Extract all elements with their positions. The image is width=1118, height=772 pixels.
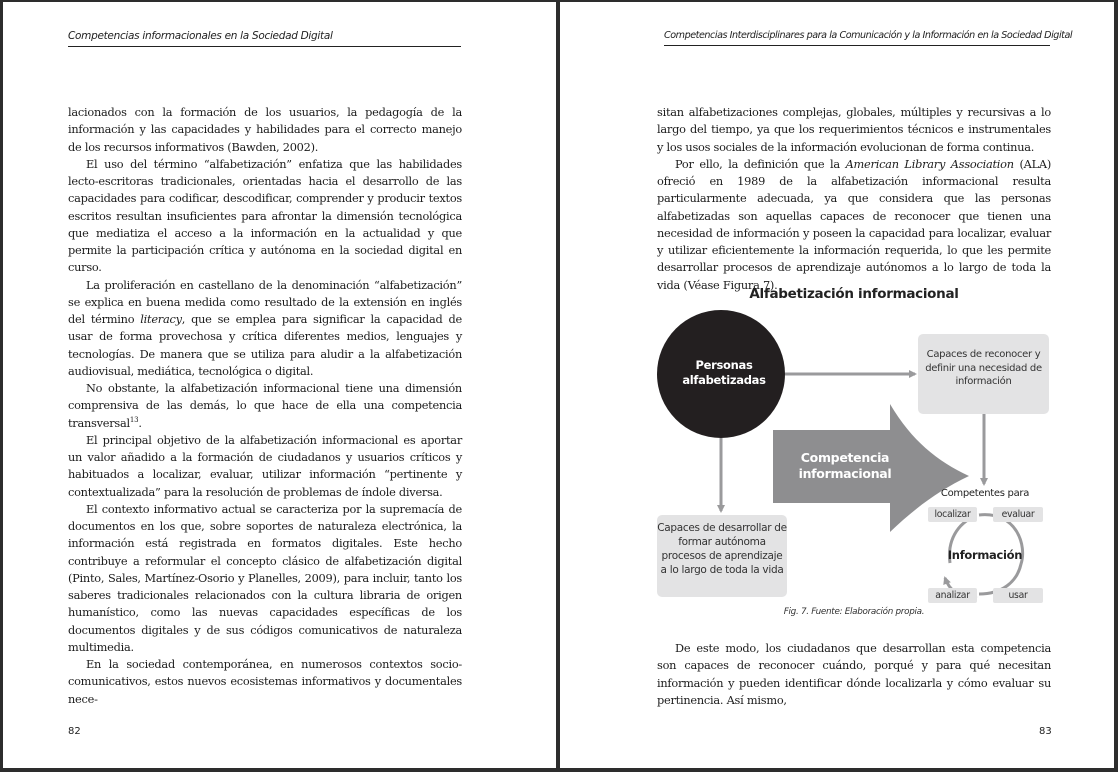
footnote-ref[interactable]: 13	[129, 415, 139, 424]
paragraph: sitan alfabetizaciones complejas, globales, múltiples y recursivas a lo largo del tiempo, ya que los requerimientos técnicos e instrumentales y los usos sociales de la información evolucionan de forma continua.	[657, 105, 1051, 154]
italic-term: literacy	[140, 312, 182, 326]
box-aprendizaje	[657, 515, 787, 597]
page-number: 83	[1039, 726, 1052, 737]
cycle-item-evaluar: evaluar	[993, 507, 1043, 522]
paragraph	[68, 277, 462, 381]
body-text	[657, 640, 1051, 709]
paragraph: El contexto informativo actual se caracteriza por la supremacía de documentos en los que, sobre soportes de naturaleza electrónica, la información está registrada en formatos digitales. Este hecho contribuye a reformular el concepto clásico de alfabetización digital (Pinto, Sales, Martínez-Osorio y Planelles, 2009), para incluir, tanto los saberes tradicionales relacionados con la cultura libraria de origen humanístico, como las nuevas capacidades específicas de los documentos digitales y de sus códigos comunicativos de naturaleza multimedia.	[68, 501, 462, 654]
circle-label: Personas alfabetizadas	[682, 358, 766, 387]
body-text	[68, 104, 462, 708]
paragraph	[657, 156, 1051, 294]
paragraph: El uso del término “alfabetización” enfatiza que las habilidades lecto-escritoras tradicionales, orientadas hacia el desarrollo de las capacidades para codificar, descodificar, comprender y producir textos escritos resultan insuficientes para afrontar la dimensión tecnológica que mediatiza el acceso a la información en la actualidad y que permite la participación crítica y autónoma en la sociedad digital en curso.	[68, 156, 462, 275]
paragraph: lacionados con la formación de los usuarios, la pedagogía de la información y las capacidades y habilidades para el correcto manejo de los recursos informativos (Bawden, 2002).	[68, 105, 462, 154]
right-page	[560, 2, 1114, 768]
text-run: , que se emplea para significar la capacidad de usar de forma provechosa y crítica diferentes medios, lenguajes y tecnologías. De manera que se utiliza para aludir a la alfabetización audiovisual, mediática, tecnológica o digital.	[68, 312, 462, 378]
running-head: Competencias informacionales en la Sociedad Digital	[68, 30, 461, 47]
cycle-item-localizar: localizar	[928, 507, 977, 522]
box-aprendizaje-text: Capaces de desarrollar de formar autónoma procesos de aprendizaje a lo largo de toda la vida	[657, 522, 787, 576]
text-run: La proliferación en castellano de la denominación “alfabetización” se explica en buena medida como resultado de la extensión en inglés del término	[68, 277, 462, 326]
paragraph	[68, 380, 462, 432]
paragraph: En la sociedad contemporánea, en numerosos contextos socio-comunicativos, estos nuevos ecosistemas informativos y documentales nece-	[68, 657, 462, 706]
left-page	[3, 2, 556, 768]
figure-diagram	[657, 306, 1053, 602]
body-text	[657, 104, 1051, 294]
box-reconocer-text: Capaces de reconocer y definir una necesidad de información	[925, 349, 1042, 387]
figure-title: Alfabetización informacional	[749, 286, 959, 302]
cycle-center-label: Información	[947, 548, 1023, 562]
paragraph: El principal objetivo de la alfabetización informacional es aportar un valor añadido a la formación de ciudadanos y usuarios críticos y habituados a localizar, evaluar, utilizar información “pertinente y contextualizada” para la resolución de problemas de índole diversa.	[68, 432, 462, 499]
paragraph: De este modo, los ciudadanos que desarrollan esta competencia son capaces de reconocer cuándo, porqué y para qué necesitan información y pueden identificar dónde localizarla y cómo evaluar su pertinencia. Así mismo,	[657, 641, 1051, 707]
page-number: 82	[68, 726, 81, 737]
cycle-item-usar: usar	[993, 588, 1043, 603]
text-run: .	[138, 415, 142, 430]
running-head: Competencias Interdisciplinares para la Comunicación y la Información en la Sociedad Digital	[664, 30, 1050, 46]
arrow-label: Competencia informacional	[798, 450, 892, 481]
competentes-label: Competentes para	[940, 488, 1030, 499]
italic-term: American Library Association	[845, 156, 1014, 171]
figure-caption: Fig. 7. Fuente: Elaboración propia.	[783, 607, 925, 617]
text-run: (ALA) ofreció en 1989 de la alfabetización informacional resulta particularmente adecuada, ya que considera que las personas alfabetizadas son aquellas capaces de reconocer que tienen una necesidad de información y poseen la capacidad para localizar, evaluar y utilizar eficientemente la información requerida, lo que les permite desarrollar procesos de aprendizaje autónomos a lo largo de toda la vida (Véase Figura 7).	[657, 156, 1051, 292]
cycle-item-analizar: analizar	[928, 588, 977, 603]
text-run: No obstante, la alfabetización informacional tiene una dimensión comprensiva de las demás, lo que hace de ella una competencia transversal	[68, 381, 462, 430]
box-reconocer	[918, 334, 1049, 414]
text-run: Por ello, la definición que la	[675, 156, 846, 171]
